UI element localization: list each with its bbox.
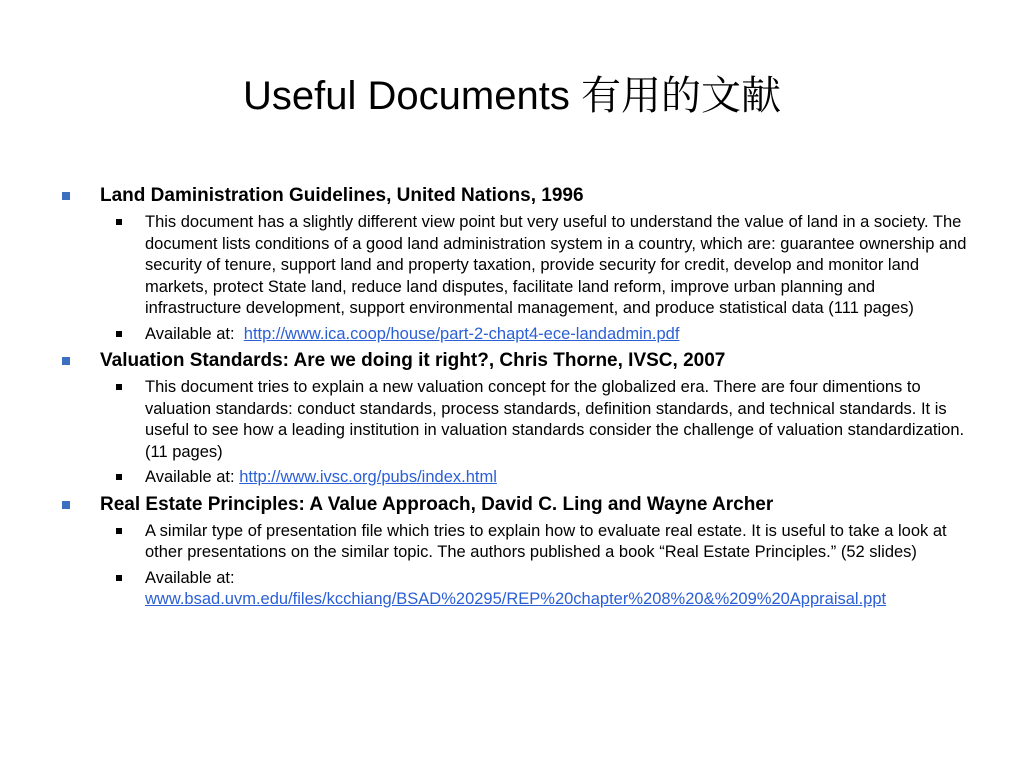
document-item — [62, 184, 972, 345]
available-label: Available at: — [145, 568, 235, 587]
slide-title: Useful Documents 有用的文献 — [243, 74, 781, 118]
document-description: This document tries to explain a new valuation concept for the globalized era. There are four dimentions to valuation standards: conduct standards, process standards, definition standards, and technical standards. It is useful to see how a leading institution in valuation standards consider the challenge of valuation standardization. (11 pages) — [145, 378, 965, 461]
square-bullet-icon — [116, 331, 122, 337]
square-bullet-icon — [62, 501, 70, 509]
document-item — [62, 349, 972, 489]
document-description-row — [100, 212, 972, 320]
square-bullet-icon — [116, 575, 122, 581]
document-availability-row — [100, 324, 972, 346]
square-bullet-icon — [62, 192, 70, 200]
document-availability-row — [100, 568, 972, 611]
document-availability-row — [100, 467, 972, 489]
document-description: This document has a slightly different view point but very useful to understand the value of land in a society. The document lists conditions of a good land administration system in a country, which are: guarantee ownership and security of tenure, support land and property taxation, provide security for credit, develop and monitor land markets, protect State land, reduce land disputes, facilitate land reform, improve urban planning and infrastructure development, support environmental management, and produce statistical data (111 pages) — [145, 213, 967, 317]
document-title: Valuation Standards: Are we doing it right?, Chris Thorne, IVSC, 2007 — [100, 350, 726, 371]
square-bullet-icon — [116, 474, 122, 480]
available-label: Available at: — [145, 324, 235, 343]
document-list — [62, 184, 972, 615]
document-description-row — [100, 521, 972, 564]
document-link[interactable]: www.bsad.uvm.edu/files/kcchiang/BSAD%20295/REP%20chapter%208%20&%209%20Appraisal.ppt — [145, 590, 887, 608]
document-item — [62, 493, 972, 611]
square-bullet-icon — [116, 528, 122, 534]
document-link[interactable]: http://www.ivsc.org/pubs/index.html — [239, 468, 497, 486]
document-title: Real Estate Principles: A Value Approach, David C. Ling and Wayne Archer — [100, 493, 774, 515]
square-bullet-icon — [116, 384, 122, 390]
document-title: Land Daministration Guidelines, United Nations, 1996 — [100, 185, 584, 206]
square-bullet-icon — [116, 219, 122, 225]
document-link[interactable]: http://www.ica.coop/house/part-2-chapt4-ece-landadmin.pdf — [243, 324, 680, 343]
document-description-row — [100, 377, 972, 463]
document-description: A similar type of presentation file which tries to explain how to evaluate real estate. It is useful to take a look at other presentations on the similar topic. The authors published a book “Real Estate Principles.” (52 slides) — [145, 521, 947, 561]
available-label: Available at: — [145, 468, 235, 486]
square-bullet-icon — [62, 357, 70, 365]
